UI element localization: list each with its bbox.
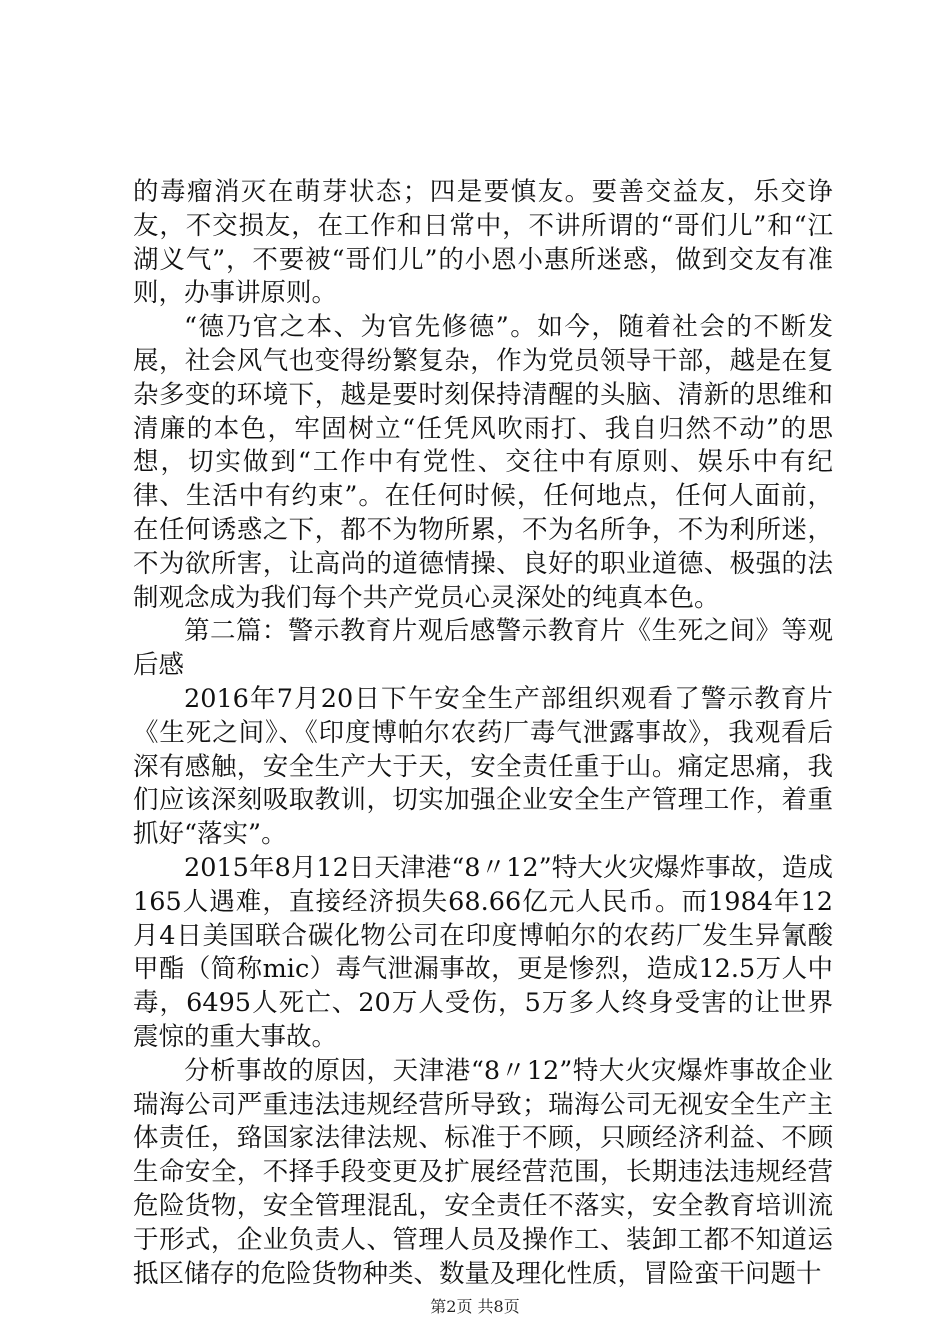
paragraph-1: 的毒瘤消灭在萌芽状态；四是要慎友。要善交益友，乐交诤友，不交损友，在工作和日常中，不讲所谓的“哥们儿”和“江湖义气”，不要被“哥们儿”的小恩小惠所迷惑，做到交友有准则，办事讲原则。 <box>133 177 833 309</box>
paragraph-5: 分析事故的原因，天津港“8〃12”特大火灾爆炸事故企业瑞海公司严重违法违规经营所导致；瑞海公司无视安全生产主体责任，臵国家法律法规、标准于不顾，只顾经济利益、不顾生命安全，不择手段变更及扩展经营范围，长期违法违规经营危险货物，安全管理混乱，安全责任不落实，安全教育培训流于形式，企业负责人、管理人员及操作工、装卸工都不知道运抵区储存的危险货物种类、数量及理化性质，冒险蛮干问题十 <box>133 1055 833 1289</box>
section-heading: 第二篇：警示教育片观后感警示教育片《生死之间》等观后感 <box>133 616 833 681</box>
paragraph-4: 2015年8月12日天津港“8〃12”特大火灾爆炸事故，造成165人遇难，直接经济损失68.66亿元人民币。而1984年12月4日美国联合碳化物公司在印度博帕尔的农药厂发生异氰酸甲酯（简称mic）毒气泄漏事故，更是惨烈，造成12.5万人中毒，6495人死亡、20万人受伤，5万多人终身受害的让世界震惊的重大事故。 <box>133 852 833 1052</box>
page-footer: 第2页 共8页 <box>430 1297 520 1316</box>
document-body <box>133 176 833 1291</box>
paragraph-3: 2016年7月20日下午安全生产部组织观看了警示教育片《生死之间》、《印度博帕尔农药厂毒气泄露事故》，我观看后深有感触，安全生产大于天，安全责任重于山。痛定思痛，我们应该深刻吸取教训，切实加强企业安全生产管理工作，着重抓好“落实”。 <box>133 683 833 850</box>
paragraph-2: “德乃官之本、为官先修德”。如今，随着社会的不断发展，社会风气也变得纷繁复杂，作为党员领导干部，越是在复杂多变的环境下，越是要时刻保持清醒的头脑、清新的思维和清廉的本色，牢固树立“任凭风吹雨打、我自归然不动”的思想，切实做到“工作中有党性、交往中有原则、娱乐中有纪律、生活中有约束”。在任何时候，任何地点，任何人面前，在任何诱惑之下，都不为物所累，不为名所争，不为利所迷，不为欲所害，让高尚的道德情操、良好的职业道德、极强的法制观念成为我们每个共产党员心灵深处的纯真本色。 <box>133 312 833 613</box>
